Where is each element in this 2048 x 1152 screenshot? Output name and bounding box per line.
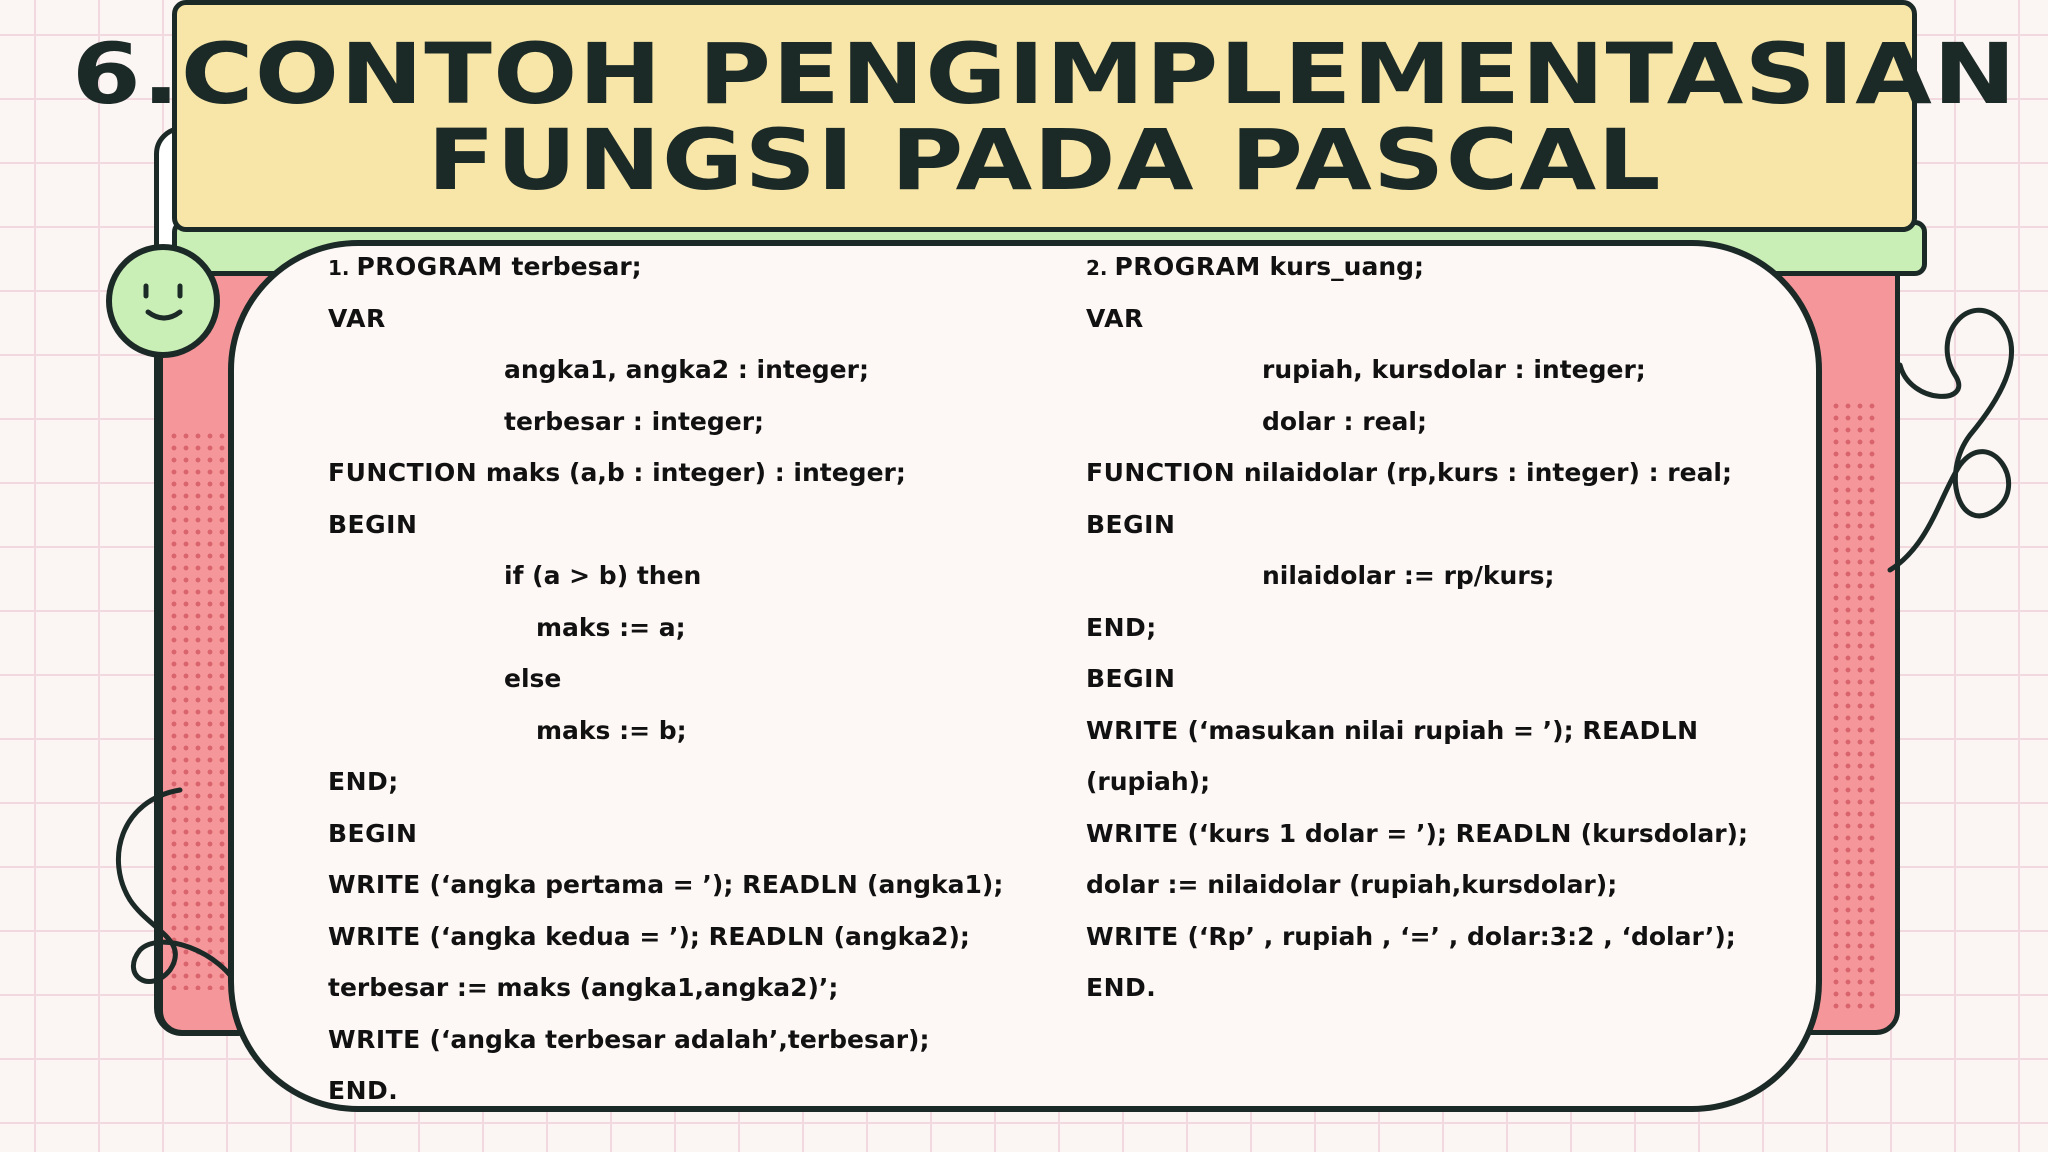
- code-text: (rupiah);: [1086, 767, 1211, 796]
- squiggle-decoration-icon: [1880, 295, 2040, 595]
- code-text: (angka2);: [824, 922, 970, 951]
- code-text: (‘angka kedua = ’);: [420, 922, 709, 951]
- code-keyword: VAR: [328, 304, 386, 333]
- code-text: else: [504, 664, 562, 693]
- code-line: [328, 973, 838, 1002]
- code-line: [328, 922, 970, 951]
- code-line: [1262, 561, 1555, 590]
- code-line: [1086, 767, 1210, 796]
- code-text: if (a > b) then: [504, 561, 702, 590]
- code-text: dolar := nilaidolar (rupiah,kursdolar);: [1086, 870, 1618, 899]
- code-line: [1086, 973, 1156, 1002]
- page-title-line-1: 6.CONTOH PENGIMPLEMENTASIAN: [71, 25, 2018, 123]
- code-keyword: BEGIN: [328, 819, 418, 848]
- code-keyword: READLN: [708, 922, 825, 951]
- code-keyword: READLN: [1582, 716, 1699, 745]
- code-line: [1086, 664, 1175, 693]
- code-line: [1086, 819, 1748, 848]
- code-line: [536, 613, 686, 642]
- code-keyword: END;: [1086, 613, 1157, 642]
- code-text: angka1, angka2 : integer;: [504, 355, 869, 384]
- code-line: [1086, 458, 1732, 487]
- code-line: [328, 1025, 929, 1054]
- smiley-face-icon: [106, 244, 220, 358]
- code-line: [1262, 407, 1427, 436]
- code-line: [328, 510, 417, 539]
- code-text: (‘angka pertama = ’);: [420, 870, 743, 899]
- line-number: 1.: [328, 256, 357, 280]
- code-line: [504, 407, 764, 436]
- code-text: (kursdolar);: [1571, 819, 1748, 848]
- code-text: (‘kurs 1 dolar = ’);: [1178, 819, 1456, 848]
- code-text: terbesar : integer;: [504, 407, 765, 436]
- code-text: (‘angka terbesar adalah’,terbesar);: [420, 1025, 930, 1054]
- code-text: nilaidolar (rp,kurs : integer) : real;: [1235, 458, 1733, 487]
- code-keyword: BEGIN: [1086, 510, 1176, 539]
- line-number: 2.: [1086, 256, 1115, 280]
- code-keyword: READLN: [1455, 819, 1572, 848]
- code-keyword: WRITE: [1086, 819, 1179, 848]
- code-line: [328, 819, 417, 848]
- code-line: [504, 355, 869, 384]
- code-keyword: WRITE: [1086, 716, 1179, 745]
- dot-pattern-right: [1830, 400, 1880, 1010]
- code-line: [1262, 355, 1646, 384]
- code-text: maks := b;: [536, 716, 687, 745]
- page-title-line-2: FUNGSI PADA PASCAL: [427, 111, 1662, 209]
- code-line: [328, 870, 1003, 899]
- code-line: [1086, 613, 1157, 642]
- code-line: [328, 304, 386, 333]
- code-line: [536, 716, 687, 745]
- code-text: (angka1);: [858, 870, 1004, 899]
- code-keyword: WRITE: [328, 922, 421, 951]
- code-keyword: END.: [1086, 973, 1157, 1002]
- code-line: [328, 252, 642, 281]
- code-line: [504, 561, 701, 590]
- code-keyword: WRITE: [1086, 922, 1179, 951]
- code-keyword: READLN: [742, 870, 859, 899]
- code-line: [1086, 304, 1144, 333]
- code-text: kurs_uang;: [1260, 252, 1425, 281]
- code-keyword: PROGRAM: [1114, 252, 1261, 281]
- title-banner: [71, 0, 2018, 232]
- code-text: terbesar;: [502, 252, 642, 281]
- code-text: maks (a,b : integer) : integer;: [477, 458, 906, 487]
- code-line: [504, 664, 561, 693]
- code-keyword: FUNCTION: [328, 458, 478, 487]
- code-line: [328, 1076, 398, 1105]
- code-text: nilaidolar := rp/kurs;: [1262, 561, 1555, 590]
- code-text: maks := a;: [536, 613, 686, 642]
- code-line: [328, 458, 906, 487]
- code-text: terbesar := maks (angka1,angka2)’;: [328, 973, 839, 1002]
- code-keyword: END.: [328, 1076, 399, 1105]
- code-keyword: FUNCTION: [1086, 458, 1236, 487]
- code-keyword: PROGRAM: [356, 252, 503, 281]
- code-keyword: VAR: [1086, 304, 1144, 333]
- code-line: [1086, 252, 1424, 281]
- code-text: rupiah, kursdolar : integer;: [1262, 355, 1646, 384]
- code-line: [1086, 716, 1699, 745]
- code-text: (‘masukan nilai rupiah = ’);: [1178, 716, 1583, 745]
- code-line: [1086, 922, 1736, 951]
- code-keyword: WRITE: [328, 870, 421, 899]
- code-card: [228, 240, 1822, 1112]
- code-keyword: END;: [328, 767, 399, 796]
- code-text: (‘Rp’ , rupiah , ‘=’ , dolar:3:2 , ‘dolar’);: [1178, 922, 1736, 951]
- code-line: [328, 767, 399, 796]
- code-text: dolar : real;: [1262, 407, 1427, 436]
- code-keyword: BEGIN: [1086, 664, 1176, 693]
- code-line: [1086, 870, 1617, 899]
- code-keyword: BEGIN: [328, 510, 418, 539]
- code-line: [1086, 510, 1175, 539]
- code-keyword: WRITE: [328, 1025, 421, 1054]
